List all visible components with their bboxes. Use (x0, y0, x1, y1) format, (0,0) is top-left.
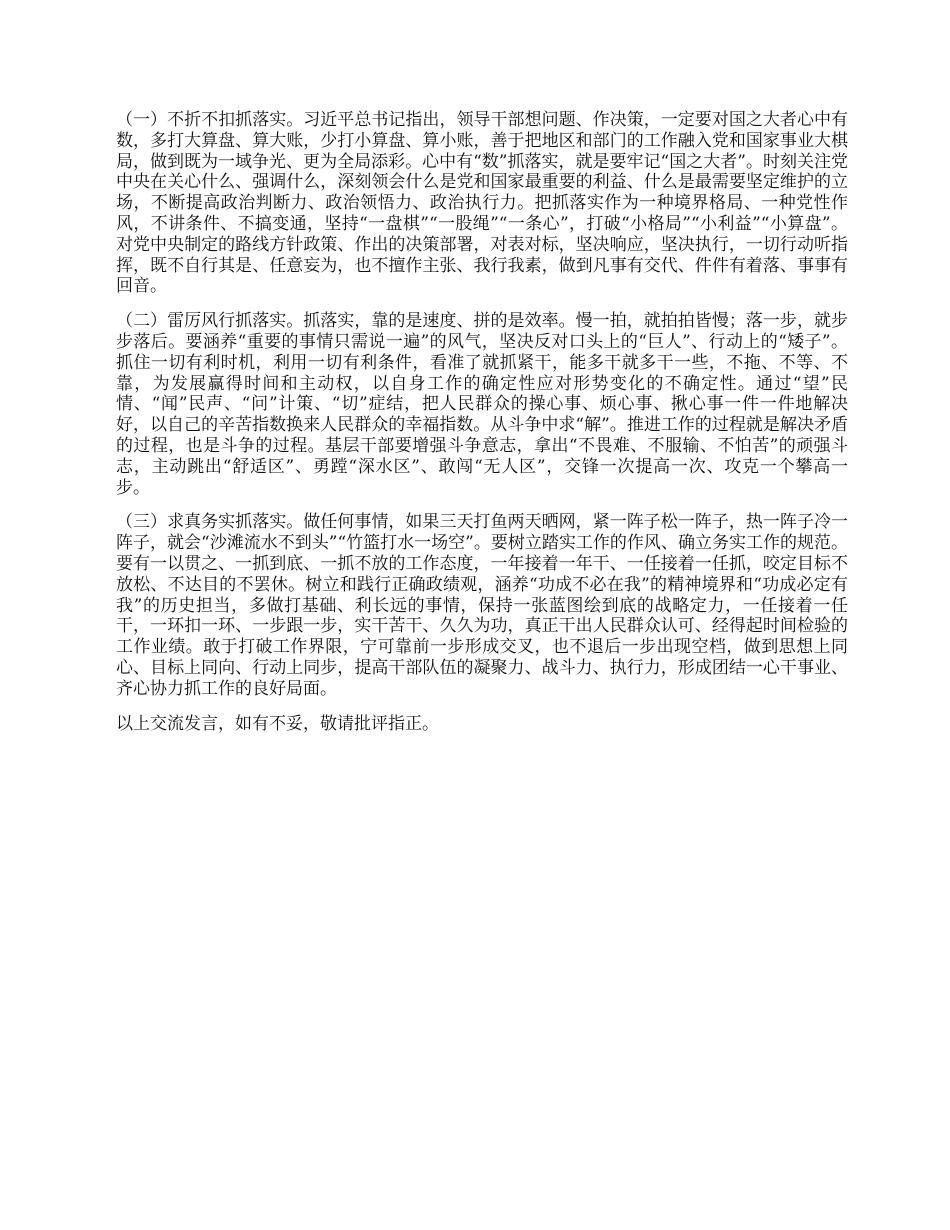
document-body (116, 110, 848, 748)
paragraph-section-two: （二）雷厉风行抓落实。抓落实，靠的是速度、拼的是效率。慢一拍，就拍拍皆慢；落一步，就步步落后。要涵养“重要的事情只需说一遍”的风气，坚决反对口头上的“巨人”、行动上的“矮子”。抓住一切有利时机，利用一切有利条件，看准了就抓紧干，能多干就多干一些，不拖、不等、不靠，为发展赢得时间和主动权，以自身工作的确定性应对形势变化的不确定性。通过“望”民情、“闻”民声、“问”计策、“切”症结，把人民群众的操心事、烦心事、揪心事一件一件地解决好，以自己的辛苦指数换来人民群众的幸福指数。从斗争中求“解”。推进工作的过程就是解决矛盾的过程，也是斗争的过程。基层干部要增强斗争意志，拿出“不畏难、不服输、不怕苦”的顽强斗志，主动跳出“舒适区”、勇蹚“深水区”、敢闯“无人区”，交锋一次提高一次、攻克一个攀高一步。 (116, 311, 848, 498)
paragraph-section-one: （一）不折不扣抓落实。习近平总书记指出，领导干部想问题、作决策，一定要对国之大者心中有数，多打大算盘、算大账，少打小算盘、算小账，善于把地区和部门的工作融入党和国家事业大棋局，做到既为一域争光、更为全局添彩。心中有“数”抓落实，就是要牢记“国之大者”。时刻关注党中央在关心什么、强调什么，深刻领会什么是党和国家最重要的利益、什么是最需要坚定维护的立场，不断提高政治判断力、政治领悟力、政治执行力。把抓落实作为一种境界格局、一种党性作风，不讲条件、不搞变通，坚持“一盘棋”“一股绳”“一条心”，打破“小格局”“小利益”“小算盘”。对党中央制定的路线方针政策、作出的决策部署，对表对标，坚决响应，坚决执行，一切行动听指挥，既不自行其是、任意妄为，也不擅作主张、我行我素，做到凡事有交代、件件有着落、事事有回音。 (116, 110, 848, 297)
paragraph-closing: 以上交流发言，如有不妥，敬请批评指正。 (116, 713, 439, 734)
paragraph-section-three: （三）求真务实抓落实。做任何事情，如果三天打鱼两天晒网，紧一阵子松一阵子，热一阵子冷一阵子，就会“沙滩流水不到头”“竹篮打水一场空”。要树立踏实工作的作风、确立务实工作的规范。要有一以贯之、一抓到底、一抓不放的工作态度，一年接着一年干、一任接着一任抓，咬定目标不放松、不达目的不罢休。树立和践行正确政绩观，涵养“功成不必在我”的精神境界和“功成必定有我”的历史担当，多做打基础、利长远的事情，保持一张蓝图绘到底的战略定力，一任接着一任干，一环扣一环、一步跟一步，实干苦干、久久为功，真正干出人民群众认可、经得起时间检验的工作业绩。敢于打破工作界限，宁可靠前一步形成交叉，也不退后一步出现空档，做到思想上同心、目标上同向、行动上同步，提高干部队伍的凝聚力、战斗力、执行力，形成团结一心干事业、齐心协力抓工作的良好局面。 (116, 512, 848, 699)
